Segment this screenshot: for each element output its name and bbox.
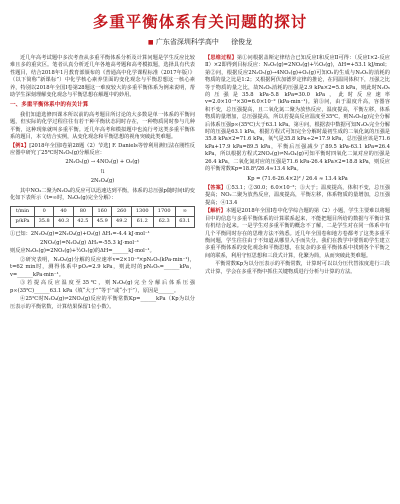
byline: [10, 37, 390, 47]
question-3: ③若提高反应温度至35℃，则N₂O₅(g)完全分解后体系压强p∞(35℃)______63.1 kPa（填“大于”“等于”或“小于”），原因是______。: [10, 280, 195, 294]
answer-text: ①53.1；②30.0；6.0×10⁻²；③大于；温度提高，体积不变，总压强提高；NO₂二聚为放热反应，温度提高，平衡左移，体系物质的量增加，总压强提高；④13.4: [205, 184, 390, 206]
table-cell: 80: [73, 206, 92, 217]
thinking-text: 第①问根据盖斯定律结合已知反应Ⅰ和反应Ⅱ可得：（反应Ⅰ×2-反应Ⅱ）×2即得到目标反应：N₂O₅(g)=2NO₂(g)+½O₂(g)，ΔH=+53.1 kJ/mol；第②问，根据反应2N₂O₅(g)→4NO₂(g)+O₂(g)可知O₂的生成与N₂O₅的消耗的物质的量之比是1:2；又根据阿伏加德罗定律的推论，在同温同体积下，压强之比等于物质的量之比，故N₂O₅消耗的压强是2.9 kPa×2=5.8 kPa，则此时N₂O₅的压强是35.8 kPa-5.8 kPa=30.0 kPa，此时反应速率v=2.0×10⁻³×30=6.0×10⁻² (kPa·min⁻¹)。第③问，由于温度升高，容器容积不变，总压强提高，且二氧化氮二聚为放热反应，温度提高，平衡左移，体系物质的量增加，总压强提高，所以若提高反应温度至35℃，则N₂O₅(g)完全分解后体系压强p∞(35℃)大于63.1 kPa。第④问，根据表中数据可知N₂O₅完全分解时的压强是63.1 kPa，根据方程式可知完全分解时最初生成的二氧化氮的压强是35.8 kPa×2=71.6 kPa，氧气是35.8 kPa÷2=17.9 kPa，总压强应该是71.6 kPa+17.9 kPa=89.5 kPa，平衡后压强减少了89.5 kPa-63.1 kPa=26.4 kPa，所以根据方程式2NO₂(g)⇌N₂O₄(g)可知平衡时四氧化二氮对应的压强是26.4 kPa，二氧化氮对应的压强是71.6 kPa-26.4 kPa×2=18.8 kPa，则反应的平衡常数Kp=18.8²/26.4≈13.4 kPa。: [205, 55, 390, 173]
school-name: 广东省深圳科学高中: [155, 38, 219, 46]
example-label: 【例1】: [10, 142, 30, 149]
pressure-time-table: [10, 206, 195, 229]
table-cell: 61.2: [131, 217, 153, 228]
table-cell: 45.9: [93, 217, 112, 228]
table-cell: ∞: [175, 206, 194, 217]
table-cell: 49.2: [112, 217, 131, 228]
reaction-product: 2N₂O₄(g): [90, 178, 115, 185]
table-cell: t/min: [11, 206, 35, 217]
closing-paragraph: 平衡常数Kp为以分压表示的平衡常数，计算时可以以分压代替浓度进行三段式计算，学会在多重平衡中抓住关键物质进行分析与计算的方法。: [205, 261, 390, 275]
question-1: ①已知：2N₂O₅(g)=2N₂O₄(g)+O₂(g) ΔH₁=-4.4 kJ·mol⁻¹: [10, 231, 150, 238]
table-cell: p/kPa: [11, 217, 35, 228]
question-4: ④25℃时N₂O₄(g)⇌2NO₂(g)反应的平衡常数Kp=______kPa（Kp为以分压表示的平衡常数，计算结果保留1位小数）。: [10, 296, 195, 310]
table-row: [11, 206, 195, 217]
example-paragraph: [10, 143, 195, 158]
reaction-equation: 2N₂O₅(g) → 4NO₂(g) + O₂(g): [65, 159, 140, 166]
table-cell: 42.5: [73, 217, 92, 228]
answer-label: 【答案】: [205, 184, 227, 191]
table-cell: 63.1: [175, 217, 194, 228]
answer-paragraph: [205, 185, 390, 207]
kp-formula: Kp = (71.6-26.4×2)² / 26.4 ≈ 13.4 kPa: [247, 175, 348, 182]
table-cell: 160: [93, 206, 112, 217]
intro-paragraph: 近几年高考试题中多次考查从多重平衡体系分析及计算问题是学生反应比较难且多的重灾区。笔者认真分析近几年各地高考题和高考模拟题，选择具有代表性题目，结合2018年1月教育部颁布的《普通高中化学课程标准（2017年版）》（以下简称“新课标”）中化学核心素养里面的变化观念与平衡思想这一核心素养，特别以2018年全国Ⅰ卷第28题这一难度较大的多重平衡体系为例来说明，帮助学生深刻理解变化观念与平衡思想在解题中的妙用。: [10, 55, 195, 99]
analysis-text: 本题是2018年全国Ⅰ卷中化学综合题的第（2）小题，学生主要难以将题目中的信息与多重平衡体系的计算联系起来，不能把题目所给的数据与平衡计算有机结合起来。一是学生对多重平衡的概念不了解，二是学生对在同一体系中有几个平衡同时存在的思维方法不熟悉。近几年全国卷和地方卷都考了这类多重平衡问题，学生往往由于不知道从哪里入手而失分。我们在教学中要帮助学生建立多重平衡体系的变化观念和平衡思想，在复杂的多重平衡体系中找到各个平衡之间的联系，利用守恒思想和三段式计算，化繁为简，从而突破此类难题。: [205, 208, 390, 259]
table-cell: 1700: [153, 206, 175, 217]
example-text: [2018年全国Ⅰ卷第28题（2）节选] F. Daniels等曾利用测压法在刚性反应器中研究了25℃时N₂O₅(g)分解反应：: [10, 142, 195, 157]
square-bullet-icon: ■: [147, 39, 154, 46]
table-cell: 62.3: [153, 217, 175, 228]
author-name: 徐俊龙: [231, 38, 253, 46]
table-cell: 260: [112, 206, 131, 217]
thinking-label: 【思维过程】: [205, 55, 237, 61]
table-row: [11, 217, 195, 228]
analysis-label: 【解析】: [205, 208, 226, 215]
article-title: 多重平衡体系有关问题的探讨: [92, 13, 308, 31]
table-cell: 35.8: [35, 217, 54, 228]
equilibrium-arrow: ⇅: [100, 168, 105, 175]
right-column: [205, 55, 390, 312]
question-1b: 2NO₂(g)=N₂O₄(g) ΔH₂=-55.3 kJ·mol⁻¹: [40, 239, 139, 246]
left-column: [10, 55, 195, 312]
two-column-body: [10, 55, 390, 312]
table-intro: 其中NO₂二聚为N₂O₄的反应可以迅速达到平衡，体系的总压强p随时间t的变化如下表所示（t=∞时，N₂O₅(g)完全分解）：: [10, 187, 195, 202]
table-cell: 40.3: [54, 217, 73, 228]
thinking-paragraph: [205, 55, 390, 174]
table-cell: 40: [54, 206, 73, 217]
table-cell: 0: [35, 206, 54, 217]
section-paragraph: 我们知道选修四课本所以前的高考题目所讨论的大多数是单一体系的平衡问题，但实际的化学过程往往有若干种平衡状态同时存在，一种物质同时参与几种平衡，这种现象就叫多重平衡。近几年高考和模拟题中也流行考这类多重平衡体系的题目，本文结合实例，从变化观念和平衡思想的视角突破此类难题。: [10, 111, 195, 141]
analysis-paragraph: [205, 208, 390, 260]
section-heading: 一、多重平衡体系中的有关计算: [10, 102, 89, 109]
question-1c: 则反应N₂O₅(g)=2NO₂(g)+½O₂(g)的ΔH=______kJ·mol⁻¹。: [10, 248, 155, 255]
table-cell: 1300: [131, 206, 153, 217]
question-2: ②研究表明，N₂O₅(g)分解的反应速率v=2×10⁻³×pN₂O₅(kPa·min⁻¹)，t=62 min时，测得体系中pO₂=2.9 kPa，则此时的pN₂O₅=______kPa，v=______kPa·min⁻¹。: [10, 256, 195, 278]
